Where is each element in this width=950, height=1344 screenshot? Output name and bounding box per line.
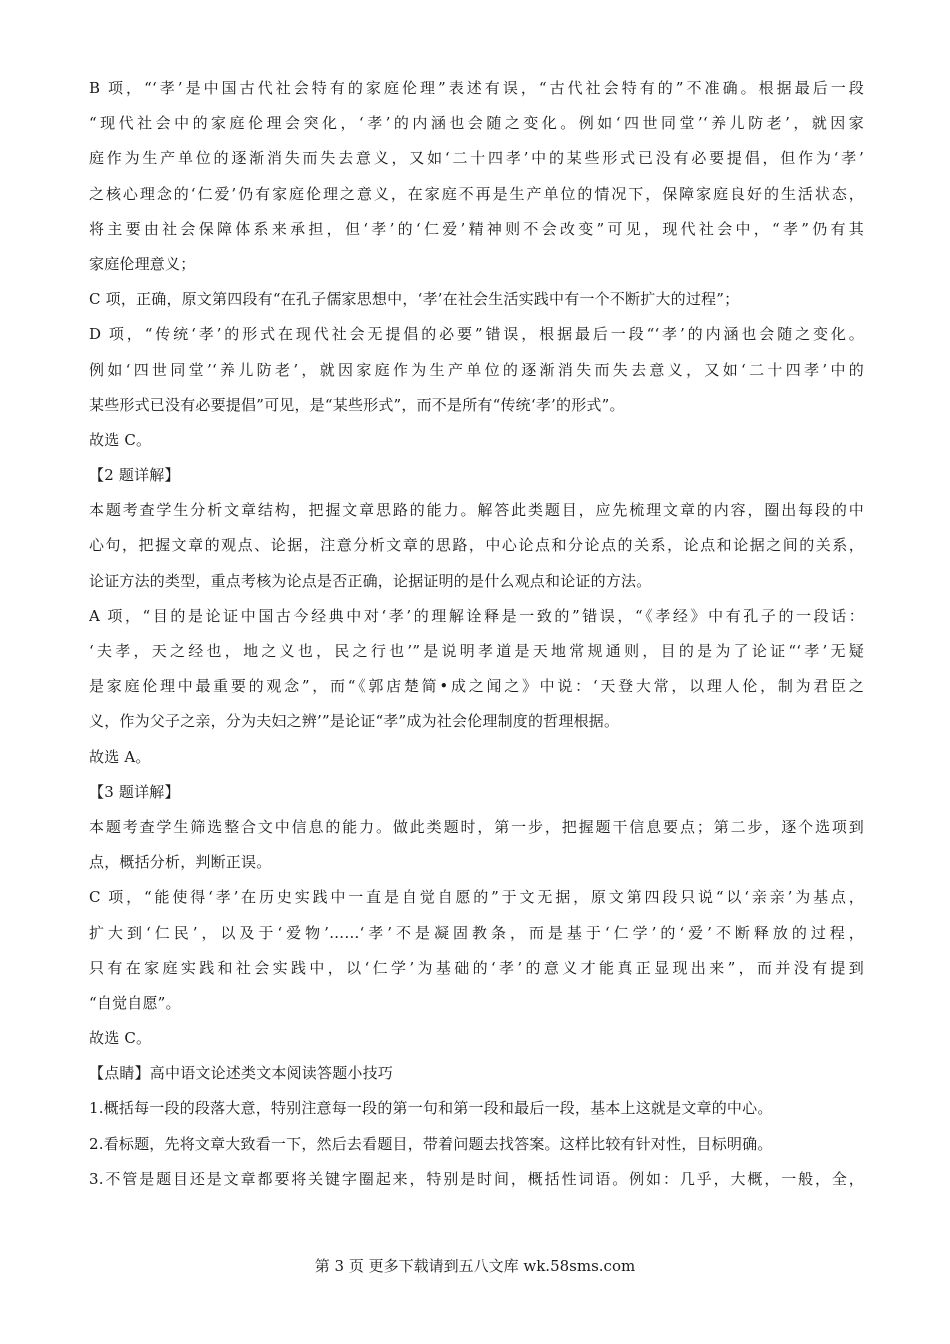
text-line: 某些形式已没有必要提倡”可见，是“某些形式”，而不是所有“传统‘孝’的形式”。 xyxy=(89,395,625,414)
text-line: 例如‘四世同堂’‘养儿防老’，就因家庭作为生产单位的逐渐消失而失去意义，又如‘二十四孝’中的 xyxy=(89,360,864,379)
text-line: ‘夫孝，天之经也，地之义也，民之行也’”是说明孝道是天地常规通则，目的是为了论证“‘孝’无疑 xyxy=(89,642,864,660)
text-line: 心句，把握文章的观点、论据，注意分析文章的思路，中心论点和分论点的关系，论点和论据之间的关系， xyxy=(89,536,864,555)
text-line: 1.概括每一段的段落大意，特别注意每一段的第一句和第一段和最后一段，基本上这就是文章的中心。 xyxy=(89,1099,773,1118)
text-line: 本题考查学生筛选整合文中信息的能力。做此类题时，第一步，把握题干信息要点；第二步，逐个选项到 xyxy=(89,817,864,836)
text-line: 故选 A。 xyxy=(89,747,151,766)
text-line: C 项，“能使得‘孝’在历史实践中一直是自觉自愿的”于文无据，原文第四段只说“以‘亲亲’为基点， xyxy=(89,888,864,907)
text-line: 将主要由社会保障体系来承担，但‘孝’的‘仁爱’精神则不会改变”可见，现代社会中，“孝”仍有其 xyxy=(89,219,864,238)
text-line: 故选 C。 xyxy=(89,430,152,449)
text-line: 义，作为父子之亲，分为夫妇之辨’”是论证“孝”成为社会伦理制度的哲理根据。 xyxy=(89,712,620,731)
text-line: 扩大到‘仁民’，以及于‘爱物’……‘孝’不是凝固教条，而是基于‘仁学’的‘爱’不断释放的过程， xyxy=(89,923,864,942)
text-line: 庭作为生产单位的逐渐消失而失去意义，又如‘二十四孝’中的某些形式已没有必要提倡，但作为‘孝’ xyxy=(89,149,864,168)
text-line: 【3 题详解】 xyxy=(89,782,180,801)
text-line: 论证方法的类型，重点考核为论点是否正确，论据证明的是什么观点和论证的方法。 xyxy=(89,571,652,590)
text-line: 故选 C。 xyxy=(89,1029,152,1048)
text-line: B 项，“‘孝’是中国古代社会特有的家庭伦理”表述有误，“古代社会特有的”不准确。根据最后一段 xyxy=(89,79,864,97)
text-line: “自觉自愿”。 xyxy=(89,993,181,1012)
text-line: “现代社会中的家庭伦理会突化，‘孝’的内涵也会随之变化。例如‘四世同堂’‘养儿防老’，就因家 xyxy=(89,114,864,133)
text-line: 3.不管是题目还是文章都要将关键字圈起来，特别是时间，概括性词语。例如：几乎，大概，一般，全， xyxy=(89,1169,864,1188)
text-line: 2.看标题，先将文章大致看一下，然后去看题目，带着问题去找答案。这样比较有针对性，目标明确。 xyxy=(89,1134,773,1153)
text-line: 【2 题详解】 xyxy=(89,466,180,485)
text-line: C 项，正确，原文第四段有“在孔子儒家思想中，‘孝’在社会生活实践中有一个不断扩大的过程”； xyxy=(89,290,740,309)
text-line: 家庭伦理意义； xyxy=(89,254,196,273)
text-line: 本题考查学生分析文章结构，把握文章思路的能力。解答此类题目，应先梳理文章的内容，圈出每段的中 xyxy=(89,501,864,520)
text-line: 只有在家庭实践和社会实践中，以‘仁学’为基础的‘孝’的意义才能真正显现出来”，而并没有提到 xyxy=(89,958,864,977)
document-body xyxy=(89,78,864,1204)
text-line: 是家庭伦理中最重要的观念”，而“《郭店楚简•成之闻之》中说：‘天登大常，以理人伦，制为君臣之 xyxy=(89,677,864,696)
text-line: A 项，“目的是论证中国古今经典中对‘孝’的理解诠释是一致的”错误，“《孝经》中有孔子的一段话： xyxy=(89,606,864,625)
text-line: 之核心理念的‘仁爱’仍有家庭伦理之意义，在家庭不再是生产单位的情况下，保障家庭良好的生活状态， xyxy=(89,184,864,203)
text-line: 点，概括分析，判断正误。 xyxy=(89,853,272,872)
text-line: D 项，“传统‘孝’的形式在现代社会无提倡的必要”错误，根据最后一段“‘孝’的内涵也会随之变化。 xyxy=(89,325,864,344)
text-line: 【点睛】高中语文论述类文本阅读答题小技巧 xyxy=(89,1064,394,1083)
page-footer: 第 3 页 更多下载请到五八文库 wk.58sms.com xyxy=(314,1257,636,1275)
